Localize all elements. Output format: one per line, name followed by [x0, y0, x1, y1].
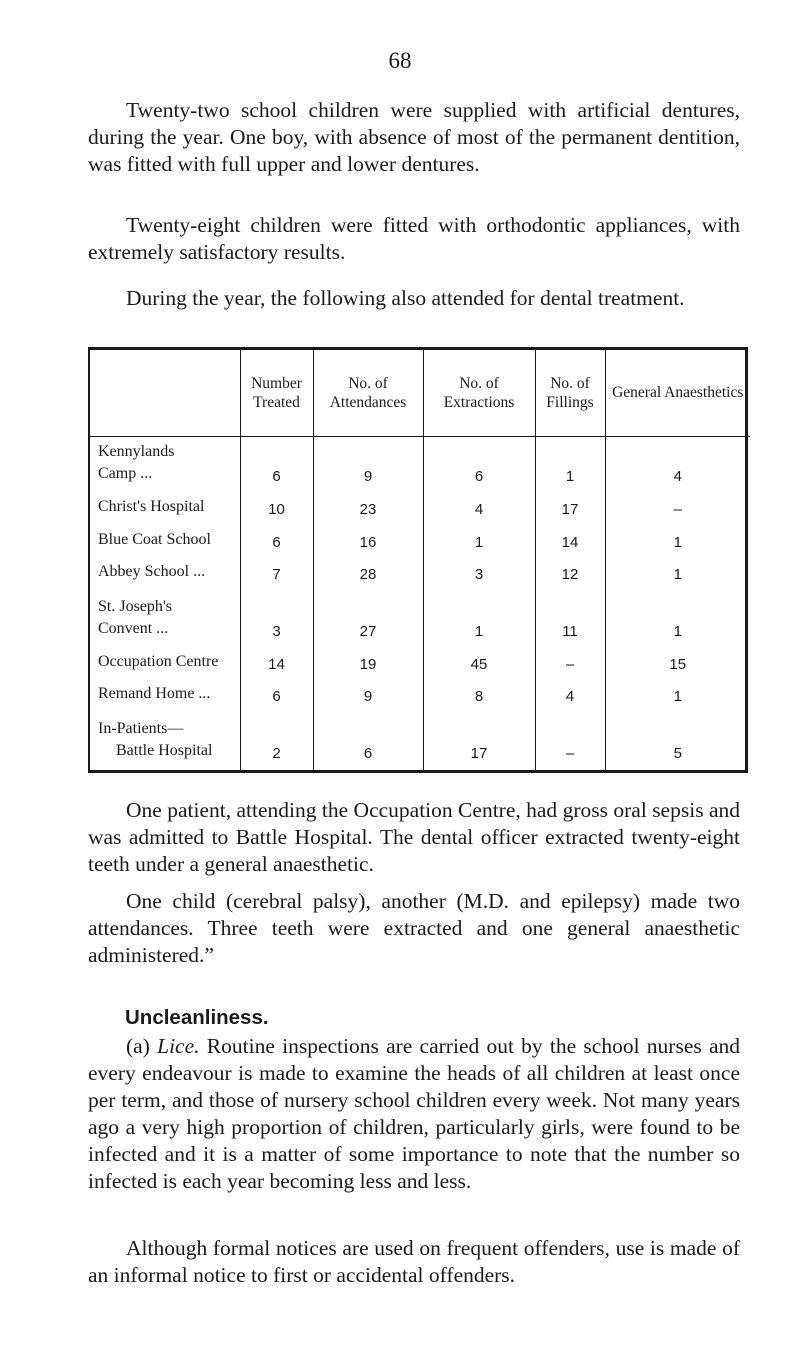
cell-value: 6 — [313, 713, 423, 770]
cell-value: 8 — [423, 681, 535, 714]
header-attendances: No. of Attendances — [313, 350, 423, 436]
cell-value: 10 — [240, 493, 313, 526]
cell-value: 3 — [423, 559, 535, 592]
institution-line-2: Blue Coat School — [98, 530, 211, 548]
cell-value: – — [605, 493, 750, 526]
cell-value: 6 — [240, 681, 313, 714]
cell-value: 45 — [423, 648, 535, 681]
table-row — [90, 713, 750, 770]
cell-value: 1 — [605, 526, 750, 559]
row-institution — [90, 559, 240, 592]
cell-value: 23 — [313, 493, 423, 526]
row-institution — [90, 681, 240, 714]
cell-value: 1 — [535, 436, 605, 493]
cell-value: 17 — [535, 493, 605, 526]
cell-value: 1 — [605, 559, 750, 592]
cell-value: 1 — [605, 591, 750, 648]
page-number: 68 — [388, 48, 412, 73]
institution-line-2: Abbey School ... — [98, 563, 206, 581]
institution-line-1: St. Joseph's — [98, 597, 173, 615]
institution-line-2: Occupation Centre — [98, 652, 219, 670]
cell-value: 7 — [240, 559, 313, 592]
cell-value: 11 — [535, 591, 605, 648]
institution-line-2: Remand Home ... — [98, 685, 211, 703]
institution-line-2: Camp ... — [98, 465, 153, 483]
paragraph-lice — [88, 1033, 740, 1195]
institution-line-1: In-Patients— — [98, 720, 184, 737]
cell-value: 6 — [240, 436, 313, 493]
cell-value: 17 — [423, 713, 535, 770]
cell-value: 14 — [240, 648, 313, 681]
section-heading: Uncleanliness. — [125, 1006, 269, 1029]
row-institution — [90, 591, 240, 648]
cell-value: 6 — [423, 436, 535, 493]
cell-value: 9 — [313, 681, 423, 714]
cell-value: 1 — [605, 681, 750, 714]
institution-line-2: Christ's Hospital — [98, 497, 205, 515]
table-row — [90, 681, 750, 714]
paragraph-dentures: Twenty-two school children were supplied with artificial dentures, during the year. One boy, with absence of most of the permanent dentition, was fitted with full upper and lower dentures. — [88, 98, 740, 176]
dental-treatment-table — [88, 347, 748, 773]
cell-value: 2 — [240, 713, 313, 770]
cell-value: 5 — [605, 713, 750, 770]
table-row — [90, 591, 750, 648]
table-row — [90, 559, 750, 592]
cell-value: – — [535, 648, 605, 681]
cell-value: 1 — [423, 526, 535, 559]
header-extractions: No. of Extractions — [423, 350, 535, 436]
row-institution — [90, 713, 240, 770]
cell-value: 27 — [313, 591, 423, 648]
cell-value: 12 — [535, 559, 605, 592]
cell-value: 14 — [535, 526, 605, 559]
cell-value: 4 — [535, 681, 605, 714]
table-row — [90, 493, 750, 526]
header-anaesthetics: General Anaesthetics — [605, 350, 750, 436]
row-institution — [90, 526, 240, 559]
paragraph-oral-sepsis: One patient, attending the Occupation Centre, had gross oral sepsis and was admitted to Battle Hospital. The dental officer extracted twenty-eight teeth under a general anaesthetic. — [88, 798, 740, 876]
cell-value: 3 — [240, 591, 313, 648]
header-institution — [90, 350, 240, 436]
treatment-table — [90, 350, 750, 770]
cell-value: 15 — [605, 648, 750, 681]
cell-value: 16 — [313, 526, 423, 559]
cell-value: 28 — [313, 559, 423, 592]
lice-body: Routine inspections are carried out by the school nurses and every endeavour is made to examine the heads of all children at least once per term, and those of nursery school children every week. Not many years ago a very high proportion of children, particularly girls, were found to be infected and it is a matter of some importance to note that the number so infected is each year becoming less and less. — [88, 1034, 741, 1193]
institution-line-2: Battle Hospital — [116, 742, 213, 759]
cell-value: 9 — [313, 436, 423, 493]
table-row — [90, 526, 750, 559]
row-institution — [90, 648, 240, 681]
table-header-row — [90, 350, 750, 436]
paragraph-notices: Although formal notices are used on frequent offenders, use is made of an informal notice to first or accidental offenders. — [88, 1236, 740, 1287]
lice-title: Lice. — [157, 1034, 200, 1058]
cell-value: 4 — [423, 493, 535, 526]
cell-value: – — [535, 713, 605, 770]
header-fillings: No. of Fillings — [535, 350, 605, 436]
cell-value: 6 — [240, 526, 313, 559]
lice-label: (a) — [126, 1034, 150, 1058]
institution-line-2: Convent ... — [98, 619, 169, 637]
paragraph-orthodontic: Twenty-eight children were fitted with orthodontic appliances, with extremely satisfactory results. — [88, 213, 740, 264]
cell-value: 19 — [313, 648, 423, 681]
cell-value: 1 — [423, 591, 535, 648]
cell-value: 4 — [605, 436, 750, 493]
paragraph-following: During the year, the following also attended for dental treatment. — [126, 286, 685, 310]
table-row — [90, 648, 750, 681]
table-row — [90, 436, 750, 493]
row-institution — [90, 436, 240, 493]
header-number-treated: Number Treated — [240, 350, 313, 436]
institution-line-1: Kennylands — [98, 443, 175, 461]
paragraph-cerebral-palsy: One child (cerebral palsy), another (M.D. and epilepsy) made two attendances. Three teeth were extracted and one general anaesthetic administered.” — [88, 889, 740, 967]
row-institution — [90, 493, 240, 526]
